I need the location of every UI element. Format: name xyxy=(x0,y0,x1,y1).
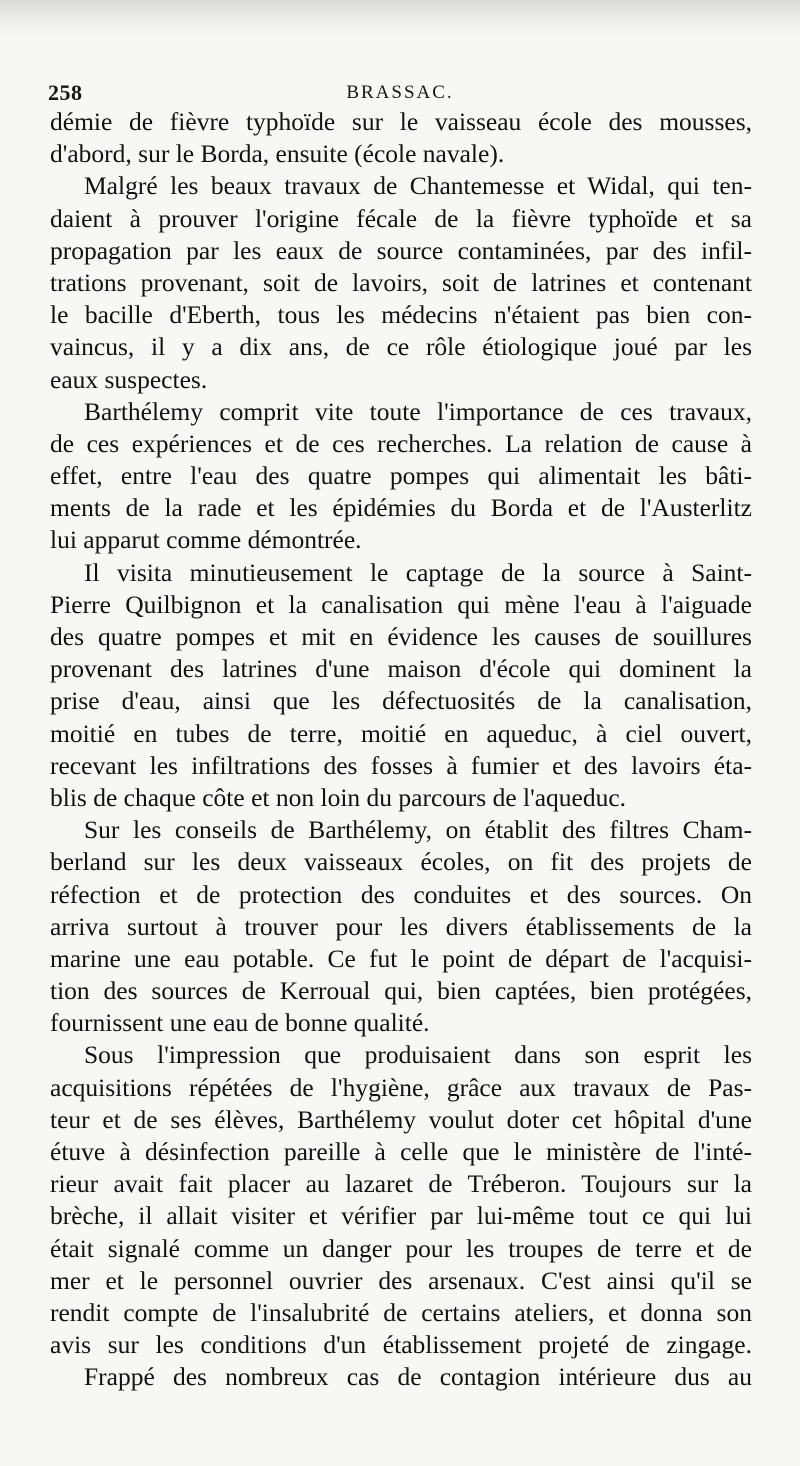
text-line: le bacille d'Eberth, tous les médecins n'étaient pas bien con- xyxy=(50,300,752,330)
text-line: arriva surtout à trouver pour les divers établissements de la xyxy=(50,911,752,941)
text-line: trations provenant, soit de lavoirs, soit de latrines et contenant xyxy=(50,267,752,297)
text-line: moitié en tubes de terre, moitié en aqueduc, à ciel ouvert, xyxy=(50,718,752,748)
text-line: tion des sources de Kerroual qui, bien captées, bien protégées, xyxy=(50,976,752,1006)
text-line: étuve à désinfection pareille à celle que le ministère de l'inté- xyxy=(50,1137,752,1166)
text-line: Frappé des nombreux cas de contagion intérieure dus au xyxy=(84,1362,752,1392)
text-line: daient à prouver l'origine fécale de la fièvre typhoïde et sa xyxy=(50,203,752,233)
scan-top-edge xyxy=(0,0,800,38)
text-line: mer et le personnel ouvrier des arsenaux. C'est ainsi qu'il se xyxy=(50,1265,752,1295)
text-line: teur et de ses élèves, Barthélemy voulut doter cet hôpital d'une xyxy=(50,1104,752,1134)
text-line: rendit compte de l'insalubrité de certains ateliers, et donna son xyxy=(50,1297,752,1327)
text-line: recevant les infiltrations des fosses à fumier et des lavoirs éta- xyxy=(50,750,752,780)
text-line: Il visita minutieusement le captage de la source à Saint- xyxy=(84,557,752,587)
text-line: blis de chaque côte et non loin du parcours de l'aqueduc. xyxy=(50,782,627,812)
page-number: 258 xyxy=(48,80,83,105)
text-line: d'abord, sur le Borda, ensuite (école navale). xyxy=(50,139,505,169)
text-line: marine une eau potable. Ce fut le point de départ de l'acquisi- xyxy=(50,943,752,973)
text-line: acquisitions répétées de l'hygiène, grâce aux travaux de Pas- xyxy=(50,1072,752,1102)
text-line: des quatre pompes et mit en évidence les causes de souillures xyxy=(50,622,752,651)
text-line: était signalé comme un danger pour les troupes de terre et de xyxy=(50,1233,752,1263)
text-line: démie de fièvre typhoïde sur le vaisseau école des mousses, xyxy=(50,107,752,136)
text-line: ments de la rade et les épidémies du Borda et de l'Austerlitz xyxy=(50,493,752,523)
text-line: réfection et de protection des conduites et des sources. On xyxy=(50,879,752,909)
text-line: avis sur les conditions d'un établissement projeté de zingage. xyxy=(50,1330,752,1360)
text-line: Malgré les beaux travaux de Chantemesse et Widal, qui ten- xyxy=(84,171,752,201)
text-line: berland sur les deux vaisseaux écoles, on fit des projets de xyxy=(50,847,752,877)
text-line: prise d'eau, ainsi que les défectuosités de la canalisation, xyxy=(50,686,752,716)
text-line: Sous l'impression que produisaient dans son esprit les xyxy=(84,1040,752,1070)
text-line: Pierre Quilbignon et la canalisation qui mène l'eau à l'aiguade xyxy=(50,589,752,619)
text-line: effet, entre l'eau des quatre pompes qui alimentait les bâti- xyxy=(50,461,752,491)
text-line: provenant des latrines d'une maison d'école qui dominent la xyxy=(50,654,752,684)
text-line: Sur les conseils de Barthélemy, on établit des filtres Cham- xyxy=(84,815,752,845)
text-line: lui apparut comme démontrée. xyxy=(50,525,362,555)
text-line: propagation par les eaux de source contaminées, par des infil- xyxy=(50,235,752,265)
text-line: Barthélemy comprit vite toute l'importance de ces travaux, xyxy=(84,396,752,426)
body-text xyxy=(50,106,752,1394)
text-line: rieur avait fait placer au lazaret de Tréberon. Toujours sur la xyxy=(50,1169,752,1199)
running-head: BRASSAC. xyxy=(346,82,454,103)
text-line: brèche, il allait visiter et vérifier par lui-même tout ce qui lui xyxy=(50,1201,752,1231)
text-line: de ces expériences et de ces recherches. La relation de cause à xyxy=(50,428,752,458)
text-line: eaux suspectes. xyxy=(50,364,208,394)
text-line: vaincus, il y a dix ans, de ce rôle étiologique joué par les xyxy=(50,332,752,362)
text-line: fournissent une eau de bonne qualité. xyxy=(50,1008,430,1038)
